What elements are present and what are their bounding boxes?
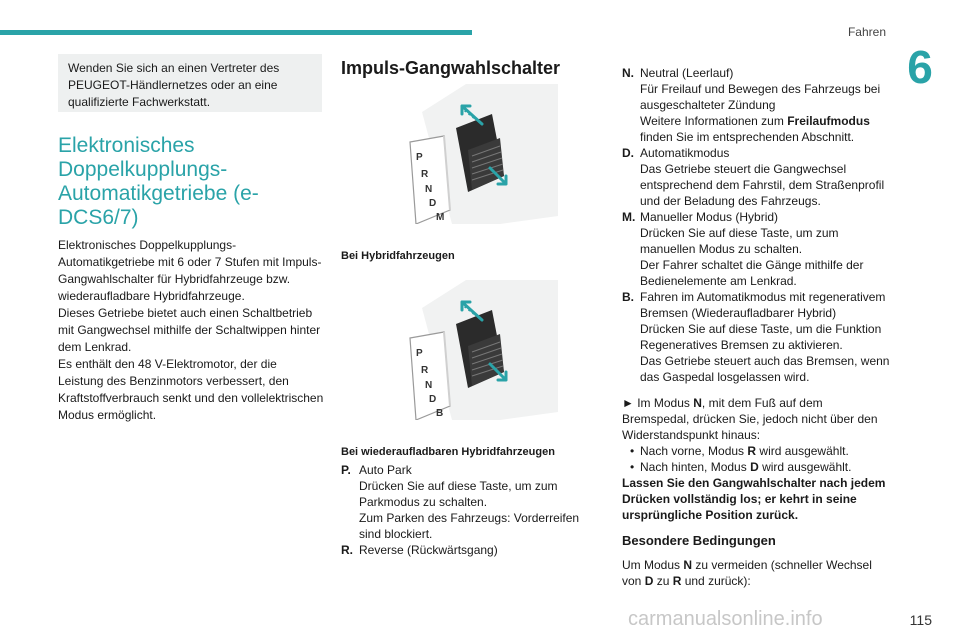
section-title: Fahren [847,25,886,39]
intro-text [58,237,324,424]
mode-item-r [341,542,601,558]
mode-description: Das Getriebe steuert auch das Bremsen, wenn das Gaspedal losgelassen wird. [640,354,890,384]
mode-key: N. [622,66,634,80]
instruction-paragraph: ► Im Modus N, mit dem Fuß auf dem Bremspedal, drücken Sie, jedoch nicht über den Widerstandspunkt hinaus: [622,396,878,442]
mode-description: Für Freilauf und Bewegen des Fahrzeugs bei ausgeschalteter Zündung [640,82,881,112]
mode-definition-list [341,462,601,558]
gear-letter: N [425,184,433,195]
mode-item-n [622,65,892,145]
mode-description: Drücken Sie auf diese Taste, um zum Parkmodus zu schalten. [359,479,558,509]
bullet-list [622,443,892,475]
mode-key: D. [622,146,634,160]
mode-description: Zum Parken des Fahrzeugs: Vorderreifen sind blockiert. [359,511,580,541]
intro-paragraph: Es enthält den 48 V-Elektromotor, der die Leistung des Benzinmotors verbessert, den Kraftstoffverbrauch senkt und den vollelektrischen Modus ermöglicht. [58,357,324,422]
gear-letter: P [416,348,423,359]
gear-selector-illustration-hybrid [382,84,558,224]
header-accent-bar [0,30,472,35]
final-paragraph: Um Modus N zu vermeiden (schneller Wechsel von D zu R und zurück): [622,558,872,588]
mode-item-b [622,289,892,385]
section-heading-transmission: Elektronisches Doppelkupplungs-Automatikgetriebe (e-DCS6/7) [58,134,259,229]
mode-description: Der Fahrer schaltet die Gänge mithilfe der Bedienelemente am Lenkrad. [640,258,864,288]
notice-text: Wenden Sie sich an einen Vertreter des PEUGEOT-Händlernetzes oder an eine qualifizierte Fachwerkstatt. [68,61,280,109]
mode-title: Reverse (Rückwärtsgang) [359,543,498,557]
bullet-item: • Nach vorne, Modus R wird ausgewählt. [630,443,892,459]
mode-description: Drücken Sie auf diese Taste, um die Funktion Regeneratives Bremsen zu aktivieren. [640,322,882,352]
mode-description: Drücken Sie auf diese Taste, um zum manuellen Modus zu schalten. [640,226,839,256]
intro-paragraph: Elektronisches Doppelkupplungs-Automatikgetriebe mit 6 oder 7 Stufen mit Impuls-Gangwahlschalter für Hybridfahrzeuge bzw. wiederaufladbare Hybridfahrzeuge. [58,238,322,303]
mode-key: P. [341,463,351,477]
mode-item-p [341,462,601,542]
mode-item-d [622,145,892,209]
mode-title: Manueller Modus (Hybrid) [640,210,779,224]
page-number: 115 [909,612,932,628]
mode-description: Das Getriebe steuert die Gangwechsel entsprechend dem Fahrstil, dem Straßenprofil und der Beladung des Fahrzeugs. [640,162,885,208]
intro-paragraph: Dieses Getriebe bietet auch einen Schaltbetrieb mit Gangwechsel mithilfe der Schaltwippen hinter dem Lenkrad. [58,306,321,354]
gear-letter: D [429,198,437,209]
gear-letter: N [425,380,433,391]
gear-selector-illustration-plugin-hybrid [382,280,558,420]
figure-caption: Bei Hybridfahrzeugen [341,250,455,262]
figure-caption: Bei wiederaufladbaren Hybridfahrzeugen [341,446,555,458]
watermark: carmanualsonline.info [628,608,823,630]
gear-letter: D [429,394,437,405]
mode-description: Weitere Informationen zum Freilaufmodus finden Sie im entsprechenden Abschnitt. [640,114,870,144]
mode-item-m [622,209,892,289]
mode-title: Neutral (Leerlauf) [640,66,734,80]
warning-paragraph: Lassen Sie den Gangwahlschalter nach jedem Drücken vollständig los; er kehrt in seine ursprüngliche Position zurück. [622,476,886,522]
mode-key: M. [622,210,636,224]
bullet-item: • Nach hinten, Modus D wird ausgewählt. [630,459,892,475]
gear-letter: R [421,169,429,180]
gear-letter: B [436,408,444,419]
mode-key: R. [341,543,353,557]
mode-title: Automatikmodus [640,146,730,160]
gear-letter: R [421,365,429,376]
mode-title: Fahren im Automatikmodus mit regenerativem Bremsen (Wiederaufladbarer Hybrid) [640,290,886,320]
mode-key: B. [622,290,634,304]
gear-letter: P [416,152,423,163]
right-column [622,65,892,589]
gear-letter: M [436,212,445,223]
chapter-number: 6 [907,41,933,93]
notice-box [58,54,322,112]
subheading-special-conditions: Besondere Bedingungen [622,533,776,548]
mode-title: Auto Park [359,463,412,477]
selector-heading: Impuls-Gangwahlschalter [341,58,561,78]
